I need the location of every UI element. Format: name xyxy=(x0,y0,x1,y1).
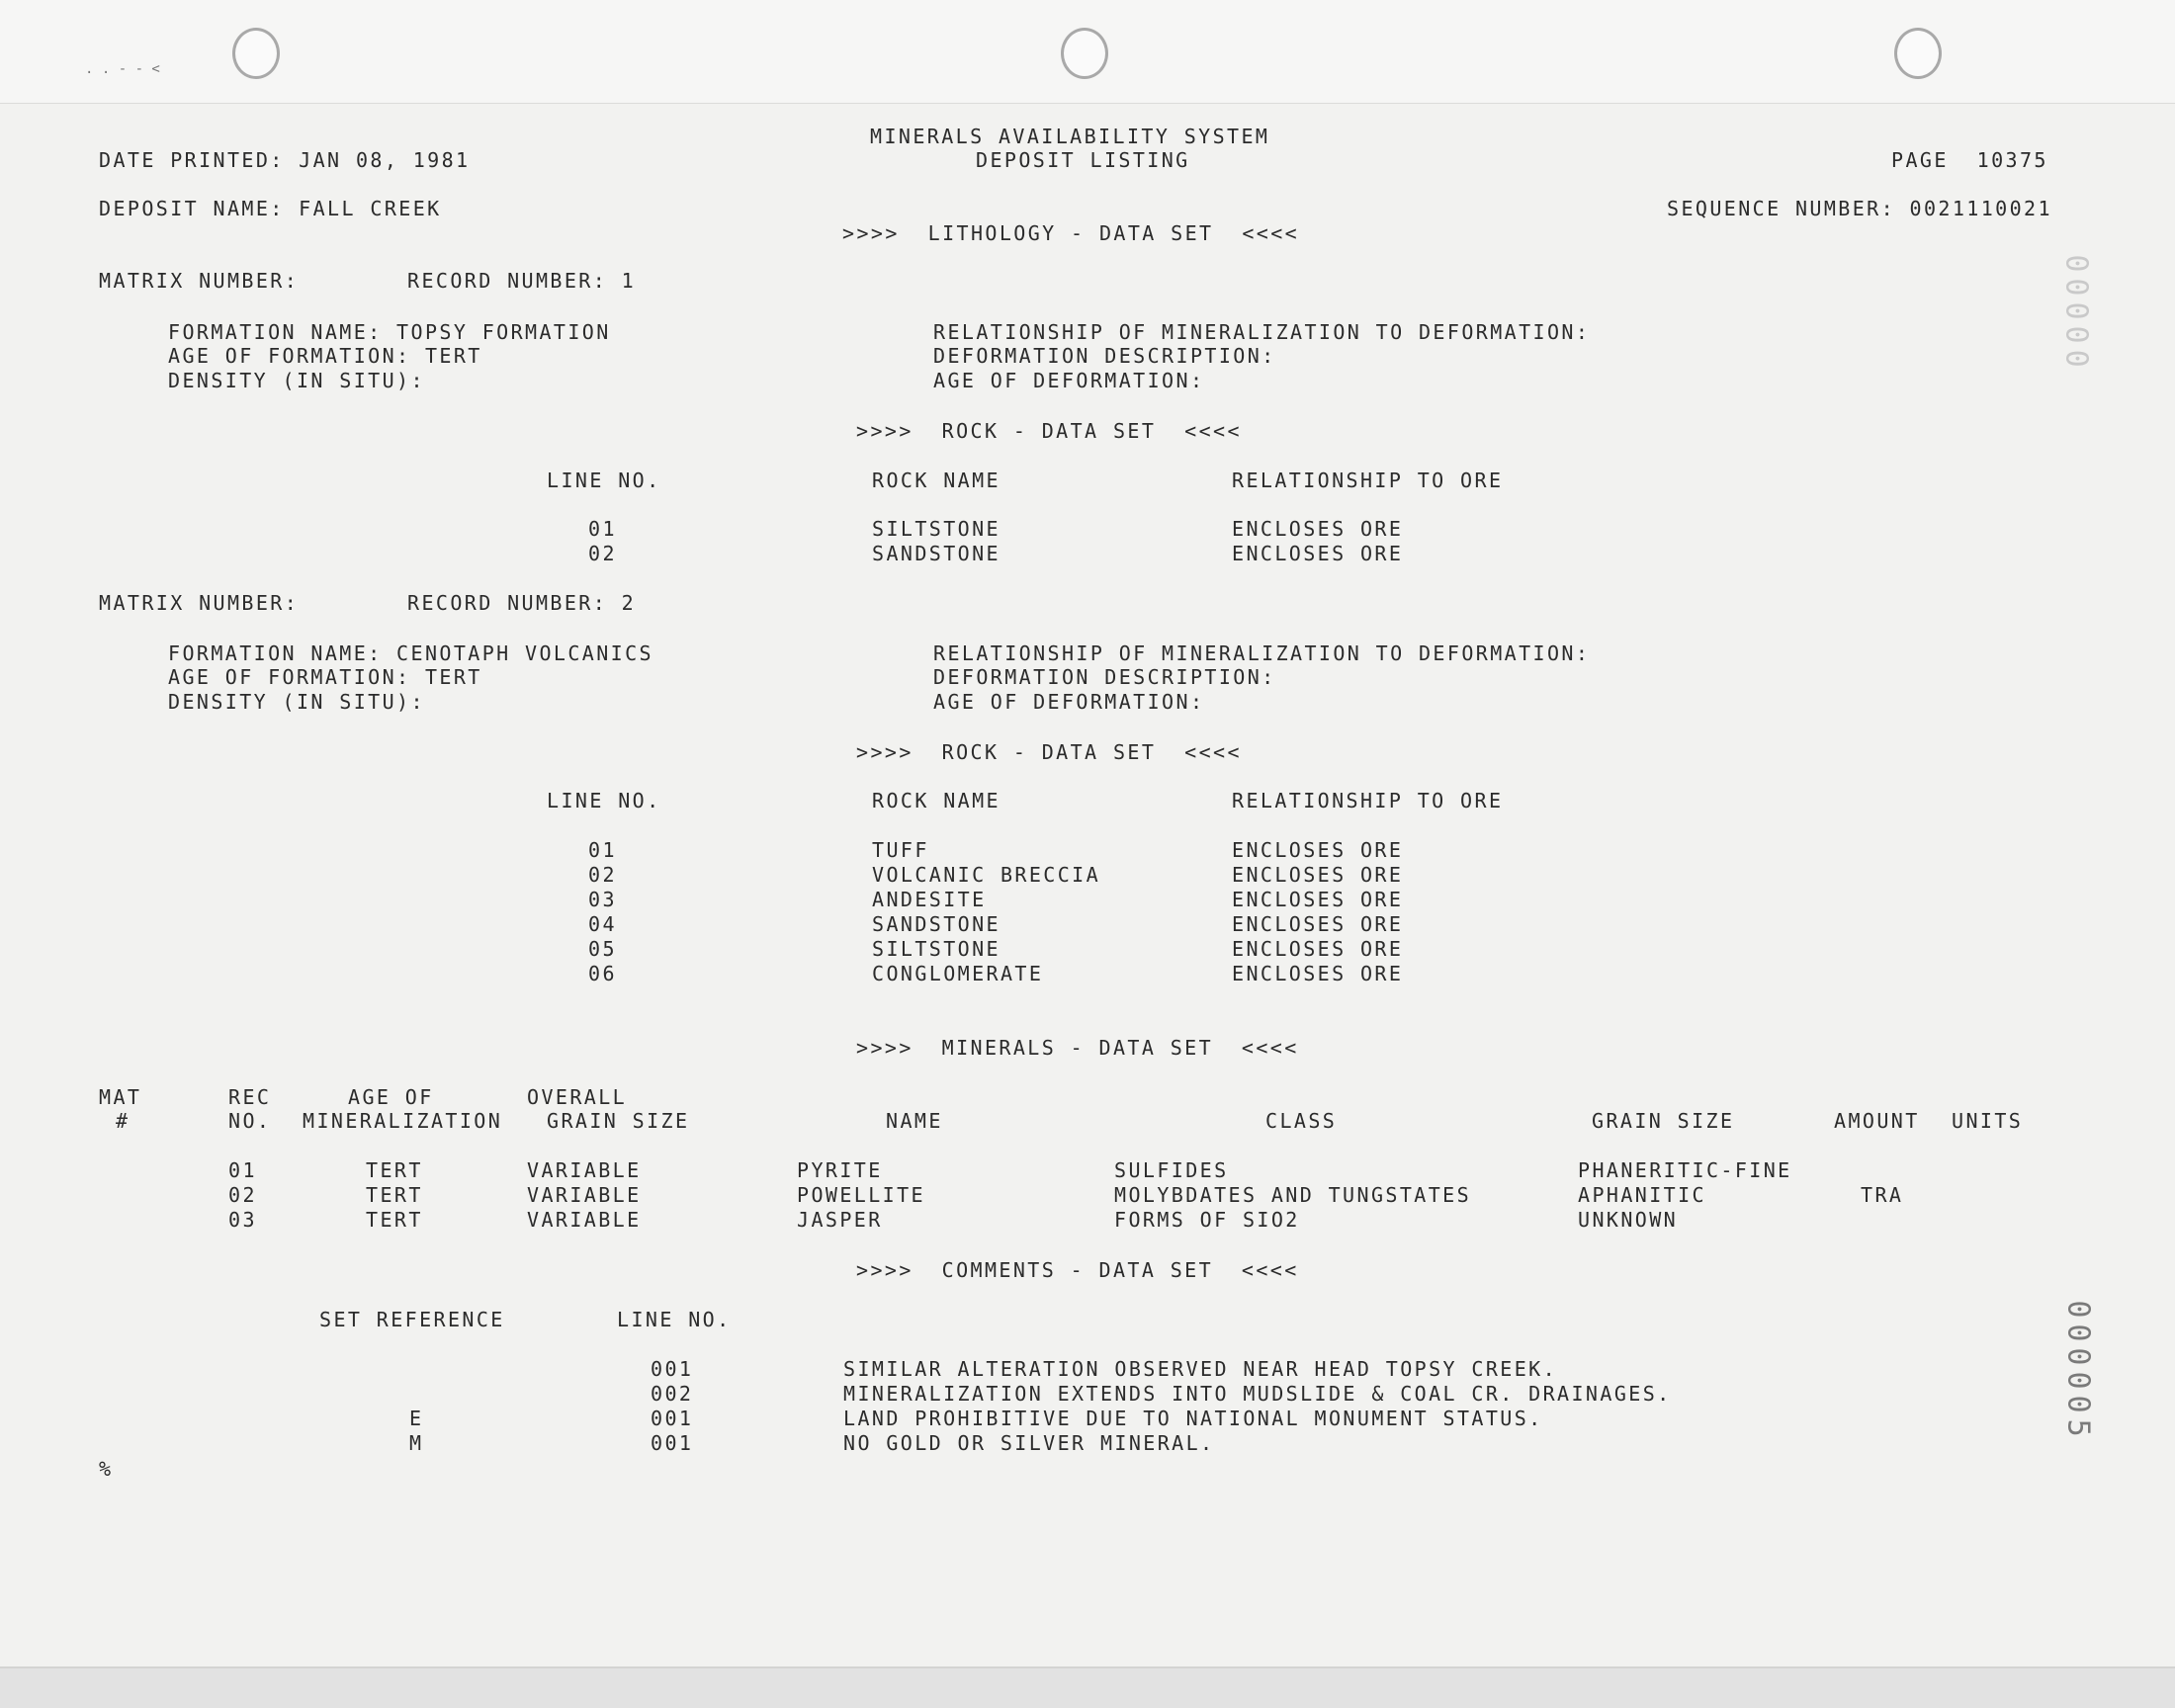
rock-relationship: ENCLOSES ORE xyxy=(1232,937,1404,961)
mineral-class: SULFIDES xyxy=(1114,1158,1229,1182)
rock-line-no: 02 xyxy=(588,863,617,887)
record-number: RECORD NUMBER: 1 xyxy=(407,269,637,293)
comments-section-title: >>>> COMMENTS - DATA SET <<<< xyxy=(856,1258,1299,1282)
rock-name: SANDSTONE xyxy=(872,912,1000,936)
set-reference-header: SET REFERENCE xyxy=(319,1308,505,1331)
line-no-header: LINE NO. xyxy=(547,789,661,812)
mineral-grain-size: UNKNOWN xyxy=(1578,1208,1679,1232)
comment-text: SIMILAR ALTERATION OBSERVED NEAR HEAD TOPSY CREEK. xyxy=(843,1357,1558,1381)
end-of-listing-mark: % xyxy=(99,1457,114,1481)
mineral-amount: TRA xyxy=(1861,1183,1904,1207)
amount-header: AMOUNT xyxy=(1834,1109,1920,1133)
comment-line: 001 xyxy=(651,1357,694,1381)
comment-line-no-header: LINE NO. xyxy=(617,1308,732,1331)
rock-line-no: 04 xyxy=(588,912,617,936)
comment-text: LAND PROHIBITIVE DUE TO NATIONAL MONUMENT STATUS. xyxy=(843,1407,1543,1430)
density-label: DENSITY (IN SITU): xyxy=(168,690,425,714)
listing-title: DEPOSIT LISTING xyxy=(976,148,1190,172)
rec-header: REC xyxy=(228,1085,272,1109)
comment-text: NO GOLD OR SILVER MINERAL. xyxy=(843,1431,1215,1455)
mineral-name: JASPER xyxy=(797,1208,883,1232)
comment-text: MINERALIZATION EXTENDS INTO MUDSLIDE & COAL CR. DRAINAGES. xyxy=(843,1382,1672,1406)
record-number: RECORD NUMBER: 2 xyxy=(407,591,637,615)
rock-name: SANDSTONE xyxy=(872,542,1000,565)
rock-line-no: 01 xyxy=(588,517,617,541)
ink-speck: . . - - < xyxy=(85,61,160,77)
rock-relationship: ENCLOSES ORE xyxy=(1232,542,1404,565)
relationship-deformation-label: RELATIONSHIP OF MINERALIZATION TO DEFORMATION: xyxy=(933,641,1591,665)
deformation-description-label: DEFORMATION DESCRIPTION: xyxy=(933,344,1276,368)
system-title: MINERALS AVAILABILITY SYSTEM xyxy=(870,125,1270,148)
mineral-rec: 03 xyxy=(228,1208,257,1232)
rock-section-title: >>>> ROCK - DATA SET <<<< xyxy=(856,419,1242,443)
relationship-to-ore-header: RELATIONSHIP TO ORE xyxy=(1232,469,1504,492)
mat-hash-header: # xyxy=(116,1109,130,1133)
relationship-to-ore-header: RELATIONSHIP TO ORE xyxy=(1232,789,1504,812)
overall-grain-size-header: GRAIN SIZE xyxy=(547,1109,690,1133)
mineral-name-header: NAME xyxy=(886,1109,943,1133)
mineral-age: TERT xyxy=(366,1183,423,1207)
mineralization-header: MINERALIZATION xyxy=(303,1109,503,1133)
rock-name: CONGLOMERATE xyxy=(872,962,1044,985)
rock-name: SILTSTONE xyxy=(872,937,1000,961)
mineral-rec: 01 xyxy=(228,1158,257,1182)
mineral-grain-size: PHANERITIC-FINE xyxy=(1578,1158,1792,1182)
matrix-number-label: MATRIX NUMBER: xyxy=(99,591,300,615)
grain-size-header: GRAIN SIZE xyxy=(1592,1109,1735,1133)
rock-name-header: ROCK NAME xyxy=(872,469,1000,492)
faint-frame-stamp: 00000 xyxy=(2058,254,2094,374)
rock-relationship: ENCLOSES ORE xyxy=(1232,838,1404,862)
age-of-deformation-label: AGE OF DEFORMATION: xyxy=(933,690,1205,714)
rock-relationship: ENCLOSES ORE xyxy=(1232,888,1404,911)
rock-line-no: 06 xyxy=(588,962,617,985)
rock-line-no: 01 xyxy=(588,838,617,862)
mineral-rec: 02 xyxy=(228,1183,257,1207)
date-printed: DATE PRINTED: JAN 08, 1981 xyxy=(99,148,471,172)
rock-section-title: >>>> ROCK - DATA SET <<<< xyxy=(856,740,1242,764)
mineral-class: MOLYBDATES AND TUNGSTATES xyxy=(1114,1183,1472,1207)
mineral-age: TERT xyxy=(366,1208,423,1232)
rock-name: SILTSTONE xyxy=(872,517,1000,541)
mineral-class: FORMS OF SIO2 xyxy=(1114,1208,1300,1232)
comment-line: 001 xyxy=(651,1431,694,1455)
mineral-overall-grain: VARIABLE xyxy=(527,1158,642,1182)
mineral-name: PYRITE xyxy=(797,1158,883,1182)
rock-line-no: 02 xyxy=(588,542,617,565)
line-no-header: LINE NO. xyxy=(547,469,661,492)
age-of-formation: AGE OF FORMATION: TERT xyxy=(168,665,482,689)
deformation-description-label: DEFORMATION DESCRIPTION: xyxy=(933,665,1276,689)
rock-name-header: ROCK NAME xyxy=(872,789,1000,812)
page-number: PAGE 10375 xyxy=(1891,148,2048,172)
density-label: DENSITY (IN SITU): xyxy=(168,369,425,392)
relationship-deformation-label: RELATIONSHIP OF MINERALIZATION TO DEFORMATION: xyxy=(933,320,1591,344)
rock-name: ANDESITE xyxy=(872,888,987,911)
overall-header: OVERALL xyxy=(527,1085,628,1109)
lithology-section-title: >>>> LITHOLOGY - DATA SET <<<< xyxy=(842,221,1300,245)
frame-number-stamp: 000005 xyxy=(2060,1300,2096,1443)
rock-line-no: 03 xyxy=(588,888,617,911)
mineral-name: POWELLITE xyxy=(797,1183,925,1207)
mat-header: MAT xyxy=(99,1085,142,1109)
class-header: CLASS xyxy=(1265,1109,1338,1133)
rock-name: TUFF xyxy=(872,838,929,862)
mineral-grain-size: APHANITIC xyxy=(1578,1183,1706,1207)
mineral-age: TERT xyxy=(366,1158,423,1182)
rock-relationship: ENCLOSES ORE xyxy=(1232,863,1404,887)
formation-name: FORMATION NAME: CENOTAPH VOLCANICS xyxy=(168,641,653,665)
age-of-header: AGE OF xyxy=(348,1085,434,1109)
comment-ref: E xyxy=(409,1407,424,1430)
rock-relationship: ENCLOSES ORE xyxy=(1232,517,1404,541)
comment-line: 002 xyxy=(651,1382,694,1406)
deposit-name: DEPOSIT NAME: FALL CREEK xyxy=(99,197,442,220)
units-header: UNITS xyxy=(1952,1109,2024,1133)
rock-relationship: ENCLOSES ORE xyxy=(1232,912,1404,936)
punch-hole-right xyxy=(1894,28,1942,79)
mineral-overall-grain: VARIABLE xyxy=(527,1183,642,1207)
punch-hole-center xyxy=(1061,28,1108,79)
rock-name: VOLCANIC BRECCIA xyxy=(872,863,1101,887)
minerals-section-title: >>>> MINERALS - DATA SET <<<< xyxy=(856,1036,1299,1060)
rec-no-header: NO. xyxy=(228,1109,272,1133)
mineral-overall-grain: VARIABLE xyxy=(527,1208,642,1232)
formation-name: FORMATION NAME: TOPSY FORMATION xyxy=(168,320,611,344)
age-of-deformation-label: AGE OF DEFORMATION: xyxy=(933,369,1205,392)
age-of-formation: AGE OF FORMATION: TERT xyxy=(168,344,482,368)
rock-line-no: 05 xyxy=(588,937,617,961)
punch-hole-left xyxy=(232,28,280,79)
comment-ref: M xyxy=(409,1431,424,1455)
rock-relationship: ENCLOSES ORE xyxy=(1232,962,1404,985)
comment-line: 001 xyxy=(651,1407,694,1430)
matrix-number-label: MATRIX NUMBER: xyxy=(99,269,300,293)
sequence-number: SEQUENCE NUMBER: 0021110021 xyxy=(1667,197,2052,220)
